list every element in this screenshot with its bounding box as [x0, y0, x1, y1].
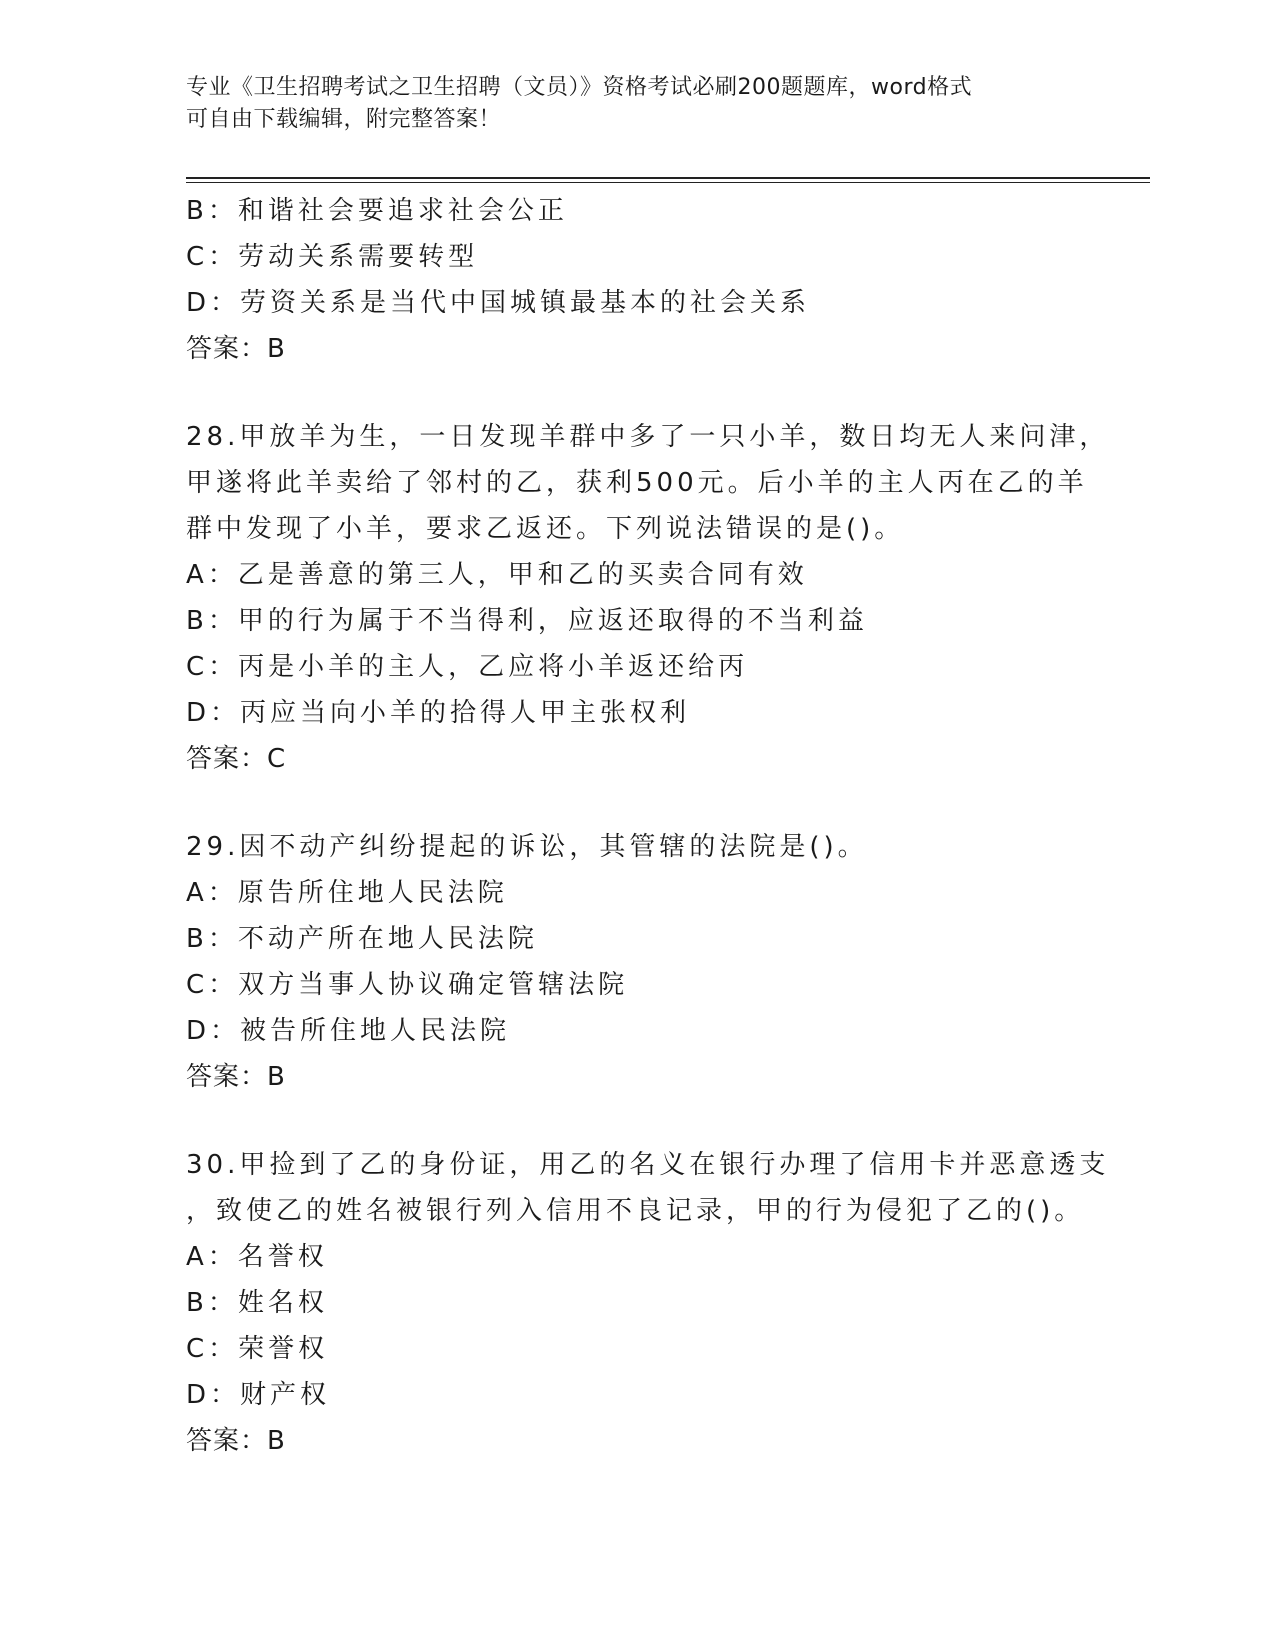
document-header [186, 72, 1086, 136]
header-title-line-2: 可自由下载编辑，附完整答案！ [186, 107, 502, 132]
spacer [186, 1100, 1136, 1142]
option-a: A：乙是善意的第三人，甲和乙的买卖合同有效 [186, 560, 808, 590]
answer-line: 答案：B [186, 1062, 286, 1092]
option-b: B：甲的行为属于不当得利，应返还取得的不当利益 [186, 606, 868, 636]
answer-line: 答案：B [186, 334, 286, 364]
option-a: A：名誉权 [186, 1242, 328, 1272]
header-divider-thick [186, 177, 1150, 179]
option-b: B：姓名权 [186, 1288, 328, 1318]
question-stem-line: 29.因不动产纠纷提起的诉讼，其管辖的法院是()。 [186, 832, 868, 862]
header-title-line-1: 专业《卫生招聘考试之卫生招聘（文员）》资格考试必刷200题题库，word格式 [186, 75, 973, 100]
answer-line: 答案：C [186, 744, 287, 774]
question-list [186, 188, 1136, 1464]
answer-line: 答案：B [186, 1426, 286, 1456]
option-d: D：劳资关系是当代中国城镇最基本的社会关系 [186, 288, 811, 318]
option-c: C：劳动关系需要转型 [186, 242, 479, 272]
question-stem-line: 甲遂将此羊卖给了邻村的乙，获利500元。后小羊的主人丙在乙的羊 [186, 468, 1088, 498]
option-d: D：被告所住地人民法院 [186, 1016, 511, 1046]
question-stem-line: 30.甲捡到了乙的身份证，用乙的名义在银行办理了信用卡并恶意透支 [186, 1150, 1110, 1180]
question-29 [186, 824, 1136, 1100]
option-b: B：和谐社会要追求社会公正 [186, 196, 568, 226]
header-divider-thin [186, 182, 1150, 183]
question-27-continued [186, 188, 1136, 372]
option-d: D：财产权 [186, 1380, 331, 1410]
question-28 [186, 414, 1136, 782]
option-c: C：双方当事人协议确定管辖法院 [186, 970, 629, 1000]
question-stem-line: 28.甲放羊为生，一日发现羊群中多了一只小羊，数日均无人来问津， [186, 422, 1110, 452]
option-c: C：丙是小羊的主人，乙应将小羊返还给丙 [186, 652, 749, 682]
question-stem-line: ，致使乙的姓名被银行列入信用不良记录，甲的行为侵犯了乙的()。 [186, 1196, 1085, 1226]
spacer [186, 782, 1136, 824]
option-d: D：丙应当向小羊的拾得人甲主张权利 [186, 698, 691, 728]
option-c: C：荣誉权 [186, 1334, 329, 1364]
question-stem-line: 群中发现了小羊，要求乙返还。下列说法错误的是()。 [186, 514, 905, 544]
option-a: A：原告所住地人民法院 [186, 878, 508, 908]
option-b: B：不动产所在地人民法院 [186, 924, 538, 954]
spacer [186, 372, 1136, 414]
question-30 [186, 1142, 1136, 1464]
